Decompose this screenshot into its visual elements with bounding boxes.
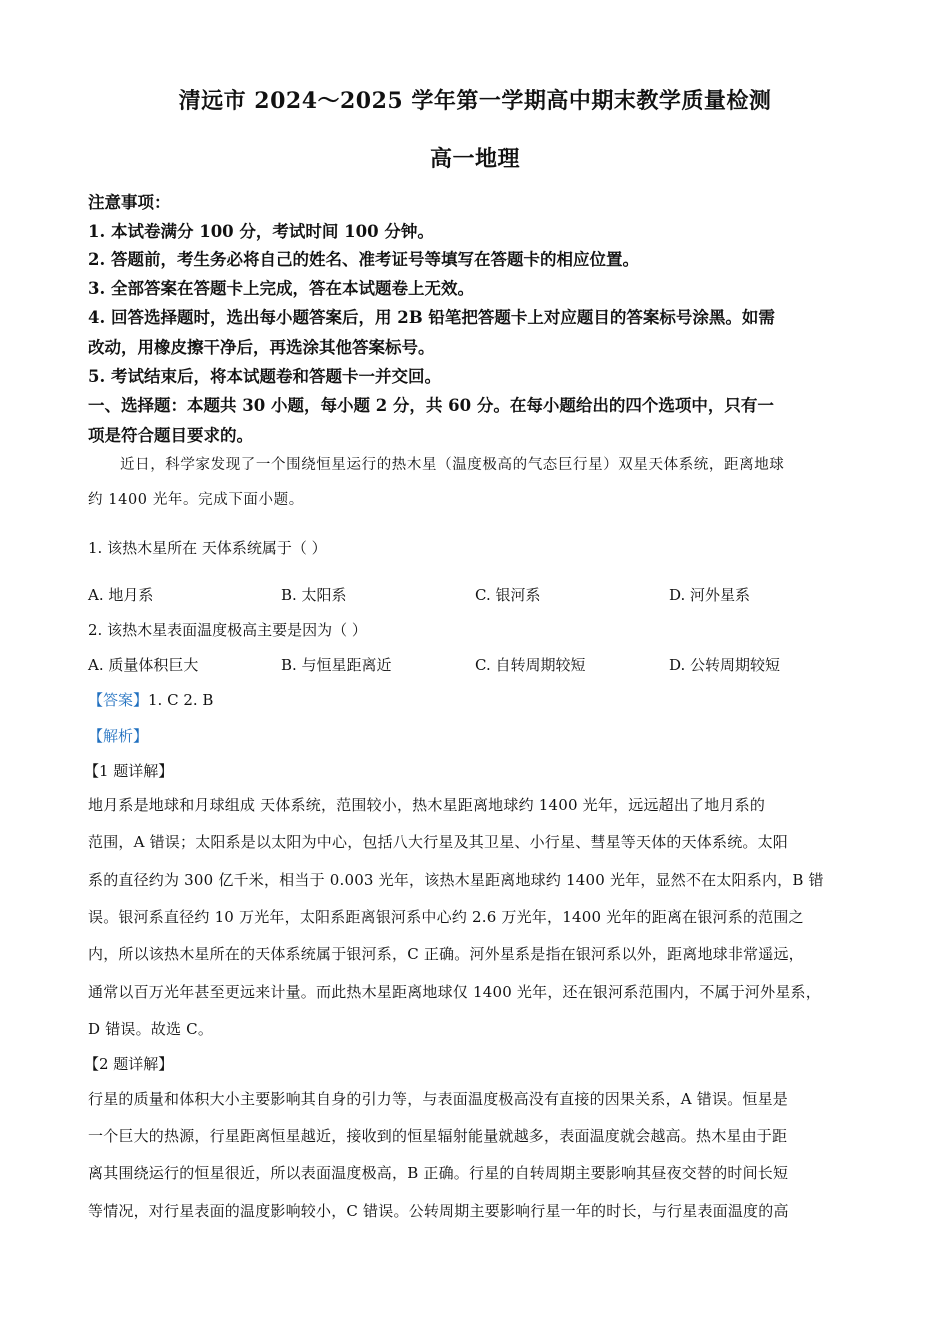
question-1-stem: 1. 该热木星所在 天体系统属于（ ） — [88, 539, 327, 557]
detail-1-heading: 【1 题详解】 — [84, 762, 174, 780]
notice-heading: 注意事项： — [88, 193, 171, 212]
passage-intro: 近日，科学家发现了一个围绕恒星运行的热木星（温度极高的气态巨行星）双星天体系统，距离地球 — [120, 457, 785, 473]
detail-1-line: 通常以百万光年甚至更远来计量。而此热木星距离地球仅 1400 光年，还在银河系范围内，不属于河外星系， — [88, 983, 821, 1001]
notice-item: 2. 答题前，考生务必将自己的姓名、准考证号等填写在答题卡的相应位置。 — [88, 250, 639, 269]
question-2-option-b: B. 与恒星距离近 — [281, 656, 392, 674]
section-heading-cont: 项是符合题目要求的。 — [88, 426, 253, 445]
answer-text: 1. C 2. B — [148, 691, 214, 709]
section-heading: 一、选择题：本题共 30 小题，每小题 2 分，共 60 分。在每小题给出的四个选项中，只有一 — [88, 396, 774, 415]
detail-2-line: 离其围绕运行的恒星很近，所以表面温度极高，B 正确。行星的自转周期主要影响其昼夜交替的时间长短 — [88, 1164, 789, 1182]
notice-item: 改动，用橡皮擦干净后，再选涂其他答案标号。 — [88, 338, 435, 357]
exam-subject: 高一地理 — [429, 146, 520, 172]
detail-1-line: 范围，A 错误；太阳系是以太阳为中心，包括八大行星及其卫星、小行星、彗星等天体的天体系统。太阳 — [88, 833, 789, 851]
answer-line — [88, 689, 878, 710]
detail-1-line: D 错误。故选 C。 — [88, 1020, 214, 1038]
detail-1-line: 系的直径约为 300 亿千米，相当于 0.003 光年，该热木星距离地球约 1400 光年，显然不在太阳系内，B 错 — [88, 871, 824, 889]
notice-item: 3. 全部答案在答题卡上完成，答在本试题卷上无效。 — [88, 279, 474, 298]
question-1-option-a: A. 地月系 — [88, 586, 154, 604]
detail-2-line: 一个巨大的热源，行星距离恒星越近，接收到的恒星辐射能量就越多，表面温度就会越高。热木星由于距 — [88, 1127, 788, 1145]
notice-item: 5. 考试结束后，将本试题卷和答题卡一并交回。 — [88, 367, 441, 386]
question-2-option-a: A. 质量体积巨大 — [88, 656, 199, 674]
analysis-tag: 【解析】 — [88, 727, 149, 745]
notice-item: 1. 本试卷满分 100 分，考试时间 100 分钟。 — [88, 222, 434, 241]
exam-title: 清远市 2024～2025 学年第一学期高中期末教学质量检测 — [178, 88, 772, 114]
question-2-option-c: C. 自转周期较短 — [475, 656, 586, 674]
detail-2-line: 行星的质量和体积大小主要影响其自身的引力等，与表面温度极高没有直接的因果关系，A 错误。恒星是 — [88, 1090, 789, 1108]
question-2-option-d: D. 公转周期较短 — [669, 656, 781, 674]
question-1-option-b: B. 太阳系 — [281, 586, 347, 604]
passage-intro-cont: 约 1400 光年。完成下面小题。 — [88, 492, 304, 508]
notice-item: 4. 回答选择题时，选出每小题答案后，用 2B 铅笔把答题卡上对应题目的答案标号涂黑。如需 — [88, 308, 775, 327]
question-1-option-d: D. 河外星系 — [669, 586, 751, 604]
question-2-stem: 2. 该热木星表面温度极高主要是因为（ ） — [88, 621, 367, 639]
detail-1-line: 误。银河系直径约 10 万光年，太阳系距离银河系中心约 2.6 万光年，1400 光年的距离在银河系的范围之 — [88, 908, 804, 926]
answer-tag: 【答案】 — [88, 691, 149, 709]
detail-1-line: 内，所以该热木星所在的天体系统属于银河系，C 正确。河外星系是指在银河系以外，距离地球非常遥远， — [88, 945, 804, 963]
detail-2-line: 等情况，对行星表面的温度影响较小，C 错误。公转周期主要影响行星一年的时长，与行星表面温度的高 — [88, 1202, 789, 1220]
detail-1-line: 地月系是地球和月球组成 天体系统，范围较小，热木星距离地球约 1400 光年，远远超出了地月系的 — [88, 796, 766, 814]
detail-2-heading: 【2 题详解】 — [84, 1055, 174, 1073]
question-1-option-c: C. 银河系 — [475, 586, 541, 604]
